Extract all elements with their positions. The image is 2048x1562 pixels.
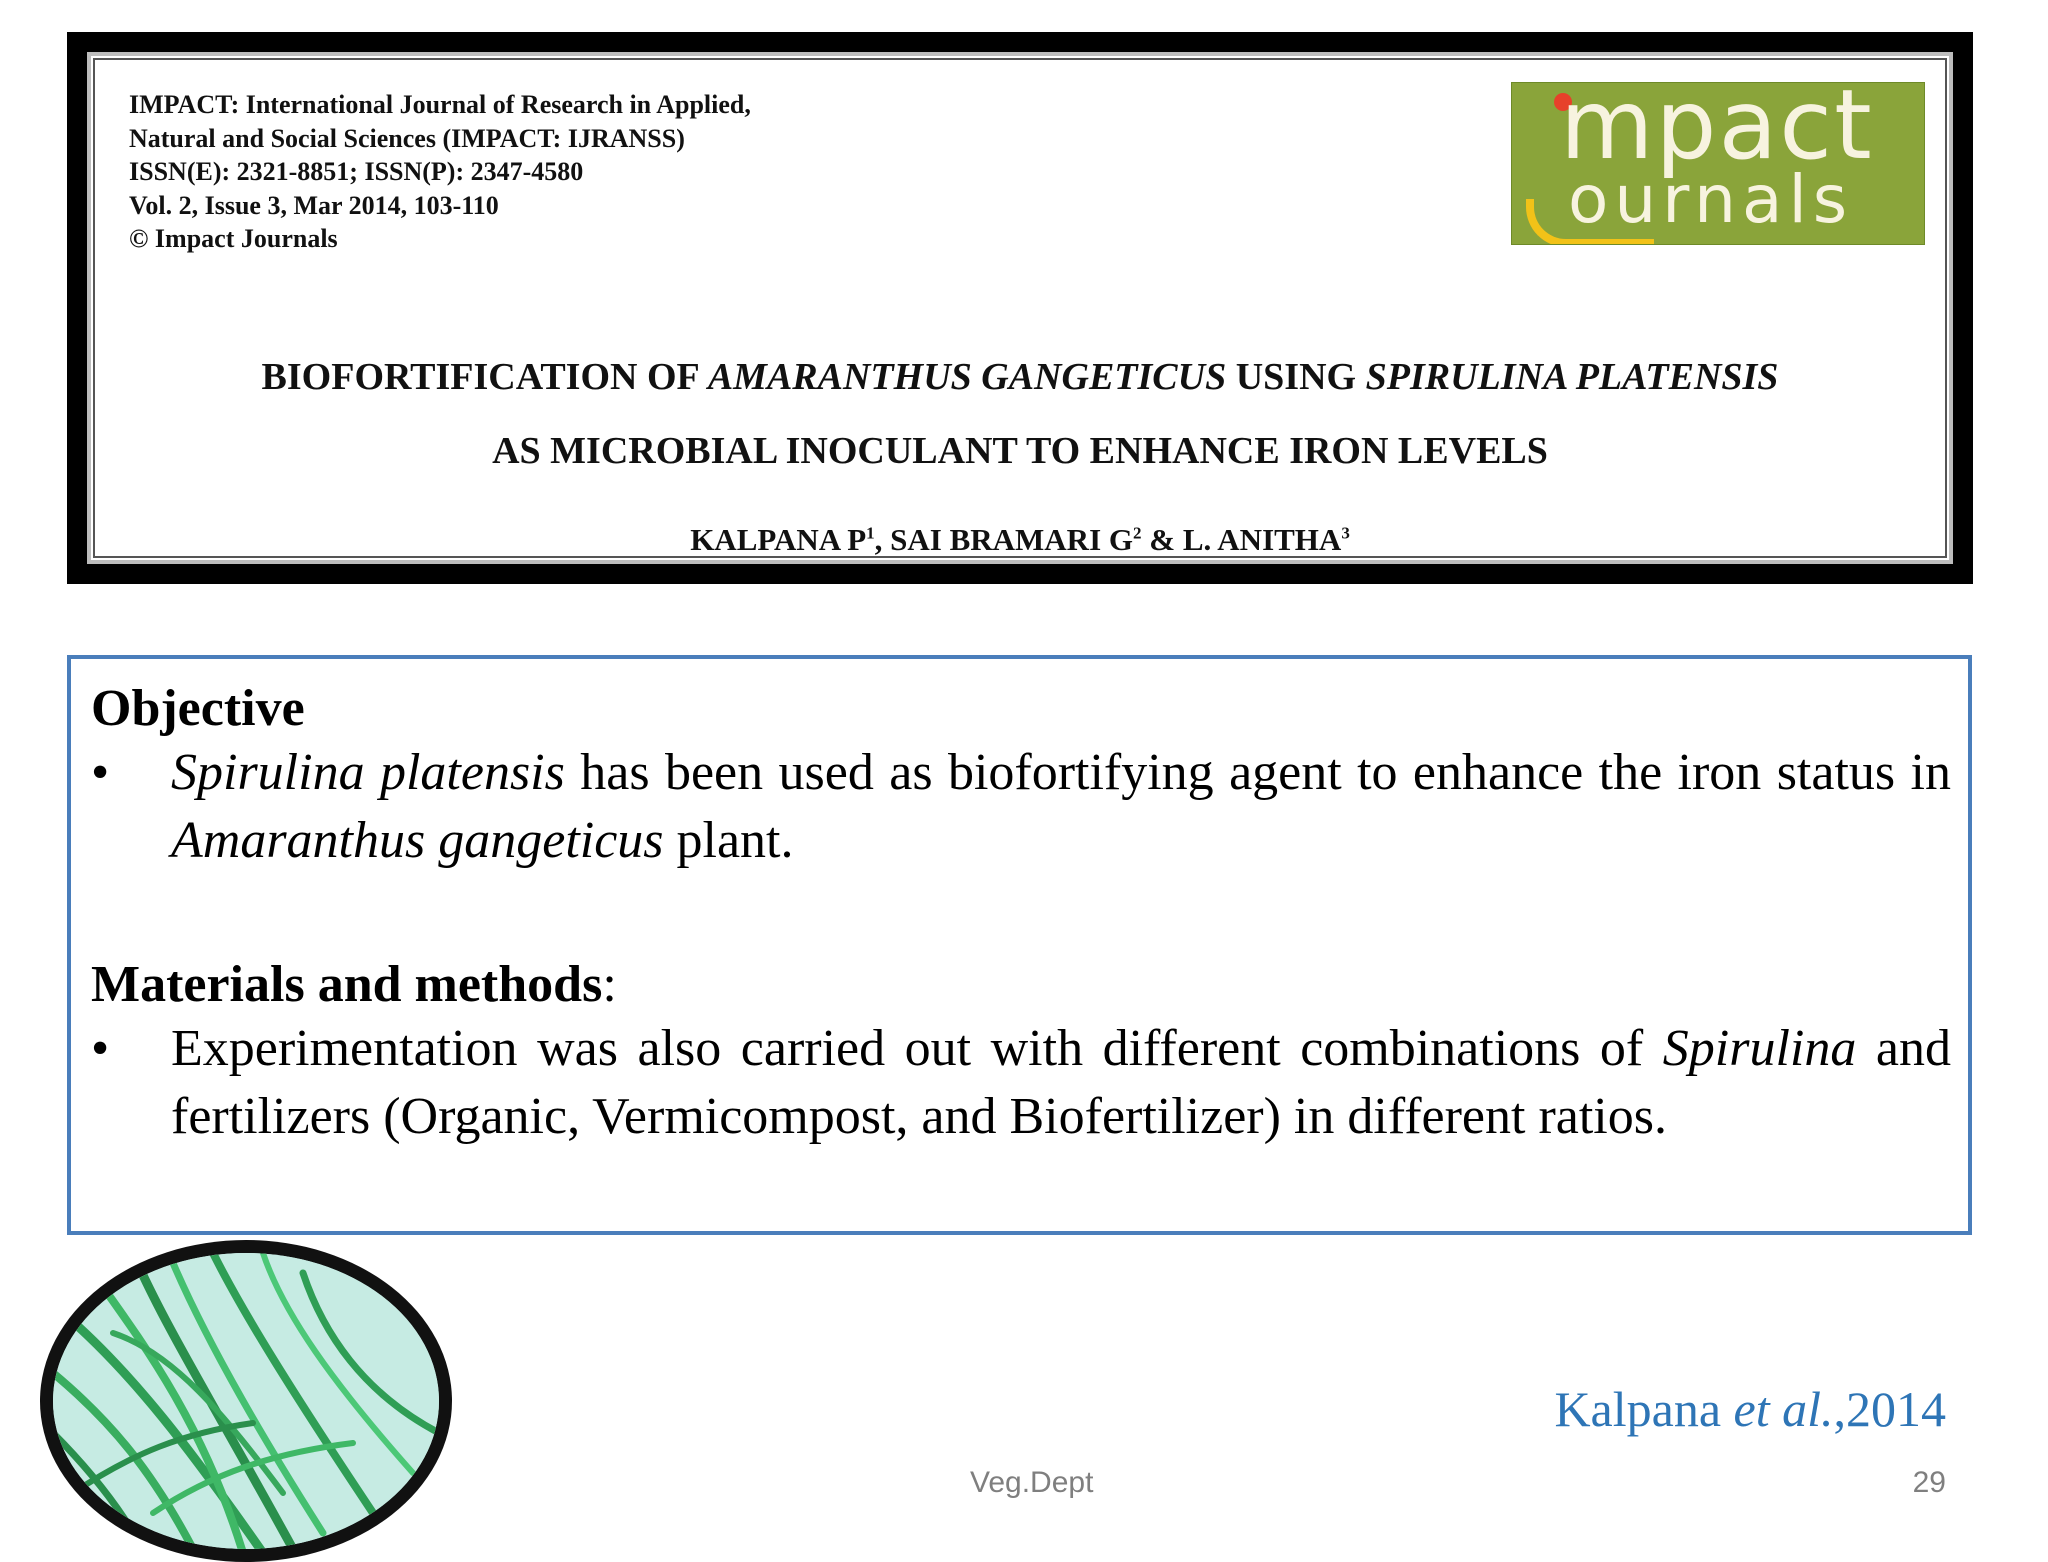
journal-info <box>129 88 751 256</box>
methods-text: Experimentation was also carried out with different combinations of Spirulina and fertilizers (Organic, Vermicompost, and Biofertilizer) in different ratios. <box>171 1020 1951 1145</box>
objective-text: Spirulina platensis has been used as biofortifying agent to enhance the iron status in Amaranthus gangeticus plant. <box>171 744 1951 869</box>
logo-top-text: mpact <box>1560 82 1874 181</box>
journal-info-line: ISSN(E): 2321-8851; ISSN(P): 2347-4580 <box>129 157 584 186</box>
objective-bullet: • <box>91 744 110 801</box>
paper-title-line-1: BIOFORTIFICATION OF AMARANTHUS GANGETICUS USING SPIRULINA PLATENSIS <box>261 356 1779 398</box>
journal-info-line: IMPACT: International Journal of Research in Applied, <box>129 90 751 119</box>
objective-heading: Objective <box>91 680 305 737</box>
methods-heading: Materials and methods: <box>91 956 617 1013</box>
spirulina-image <box>40 1240 452 1562</box>
journal-header-frame <box>67 32 1973 584</box>
journal-info-line: Vol. 2, Issue 3, Mar 2014, 103-110 <box>129 190 499 220</box>
methods-bullet: • <box>91 1020 110 1077</box>
journal-header-inner <box>81 46 1959 570</box>
journal-header-paper <box>87 52 1953 564</box>
journal-info-line: © Impact Journals <box>129 224 338 253</box>
spirulina-filaments-icon <box>53 1253 439 1549</box>
slide-number: 29 <box>1912 1466 1946 1499</box>
citation: Kalpana et al.,2014 <box>1554 1381 1946 1437</box>
summary-box <box>67 655 1972 1235</box>
impact-journals-logo <box>1511 82 1925 245</box>
journal-info-line: Natural and Social Sciences (IMPACT: IJRANSS) <box>129 123 685 153</box>
spirulina-image-inner <box>53 1253 439 1549</box>
footer-department: Veg.Dept <box>970 1466 1094 1499</box>
paper-authors: KALPANA $P^1$, SAI BRAMARI $G^2$ & L. ANITHA$^3$ <box>690 522 1350 557</box>
logo-bottom-text: ournals <box>1568 161 1854 238</box>
paper-title-line-2: AS MICROBIAL INOCULANT TO ENHANCE IRON LEVELS <box>492 430 1548 472</box>
